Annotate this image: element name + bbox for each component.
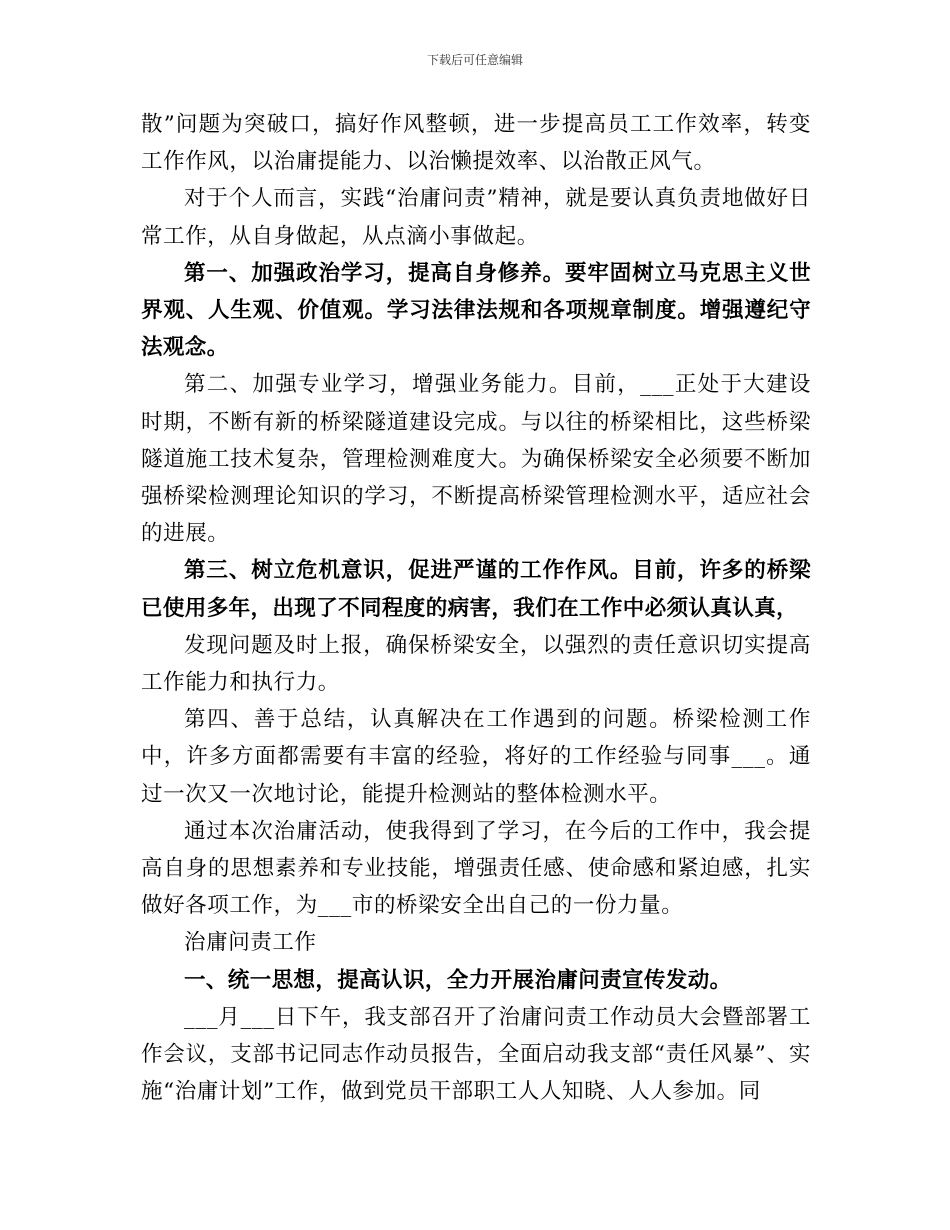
paragraph-meeting: ___月___日下午，我支部召开了治庸问责工作动员大会暨部署工作会议，支部书记同志作动员报告，全面启动我支部“责任风暴”、实施“治庸计划”工作，做到党员干部职工人人知晓、人人参加。同 [141, 1004, 811, 1105]
paragraph-point-2: 第二、加强专业学习，增强业务能力。目前，___正处于大建设时期，不断有新的桥梁隧道建设完成。与以往的桥梁相比，这些桥梁隧道施工技术复杂，管理检测难度大。为确保桥梁安全必须要不断加强桥梁检测理论知识的学习，不断提高桥梁管理检测水平，适应社会的进展。 [141, 372, 811, 547]
section-heading: 治庸问责工作 [184, 930, 317, 956]
page-header: 下载后可任意编辑 [426, 53, 523, 67]
paragraph-point-3: 第三、树立危机意识，促进严谨的工作作风。目前，许多的桥梁已使用多年，出现了不同程度的病害，我们在工作中必须认真认真， [141, 558, 811, 621]
paragraph-1: 散”问题为突破口，搞好作风整顿，进一步提高员工工作效率，转变工作作风，以治庸提能力、以治懒提效率、以治散正风气。 [141, 112, 811, 175]
paragraph-point-4: 第四、善于总结，认真解决在工作遇到的问题。桥梁检测工作中，许多方面都需要有丰富的经验，将好的工作经验与同事___。通过一次又一次地讨论，能提升检测站的整体检测水平。 [141, 707, 811, 807]
document-body [141, 106, 811, 1110]
paragraph-2: 对于个人而言，实践“治庸问责”精神，就是要认真负责地做好日常工作，从自身做起，从点滴小事做起。 [141, 186, 811, 249]
paragraph-point-3-cont: 发现问题及时上报，确保桥梁安全，以强烈的责任意识切实提高工作能力和执行力。 [141, 632, 811, 696]
paragraph-conclusion: 通过本次治庸活动，使我得到了学习，在今后的工作中，我会提高自身的思想素养和专业技能，增强责任感、使命感和紧迫感，扎实做好各项工作，为___市的桥梁安全出自己的一份力量。 [141, 818, 811, 919]
paragraph-point-1: 第一、加强政治学习，提高自身修养。要牢固树立马克思主义世界观、人生观、价值观。学习法律法规和各项规章制度。增强遵纪守法观念。 [141, 260, 811, 361]
subsection-heading-1: 一、统一思想，提高认识，全力开展治庸问责宣传发动。 [184, 967, 732, 993]
